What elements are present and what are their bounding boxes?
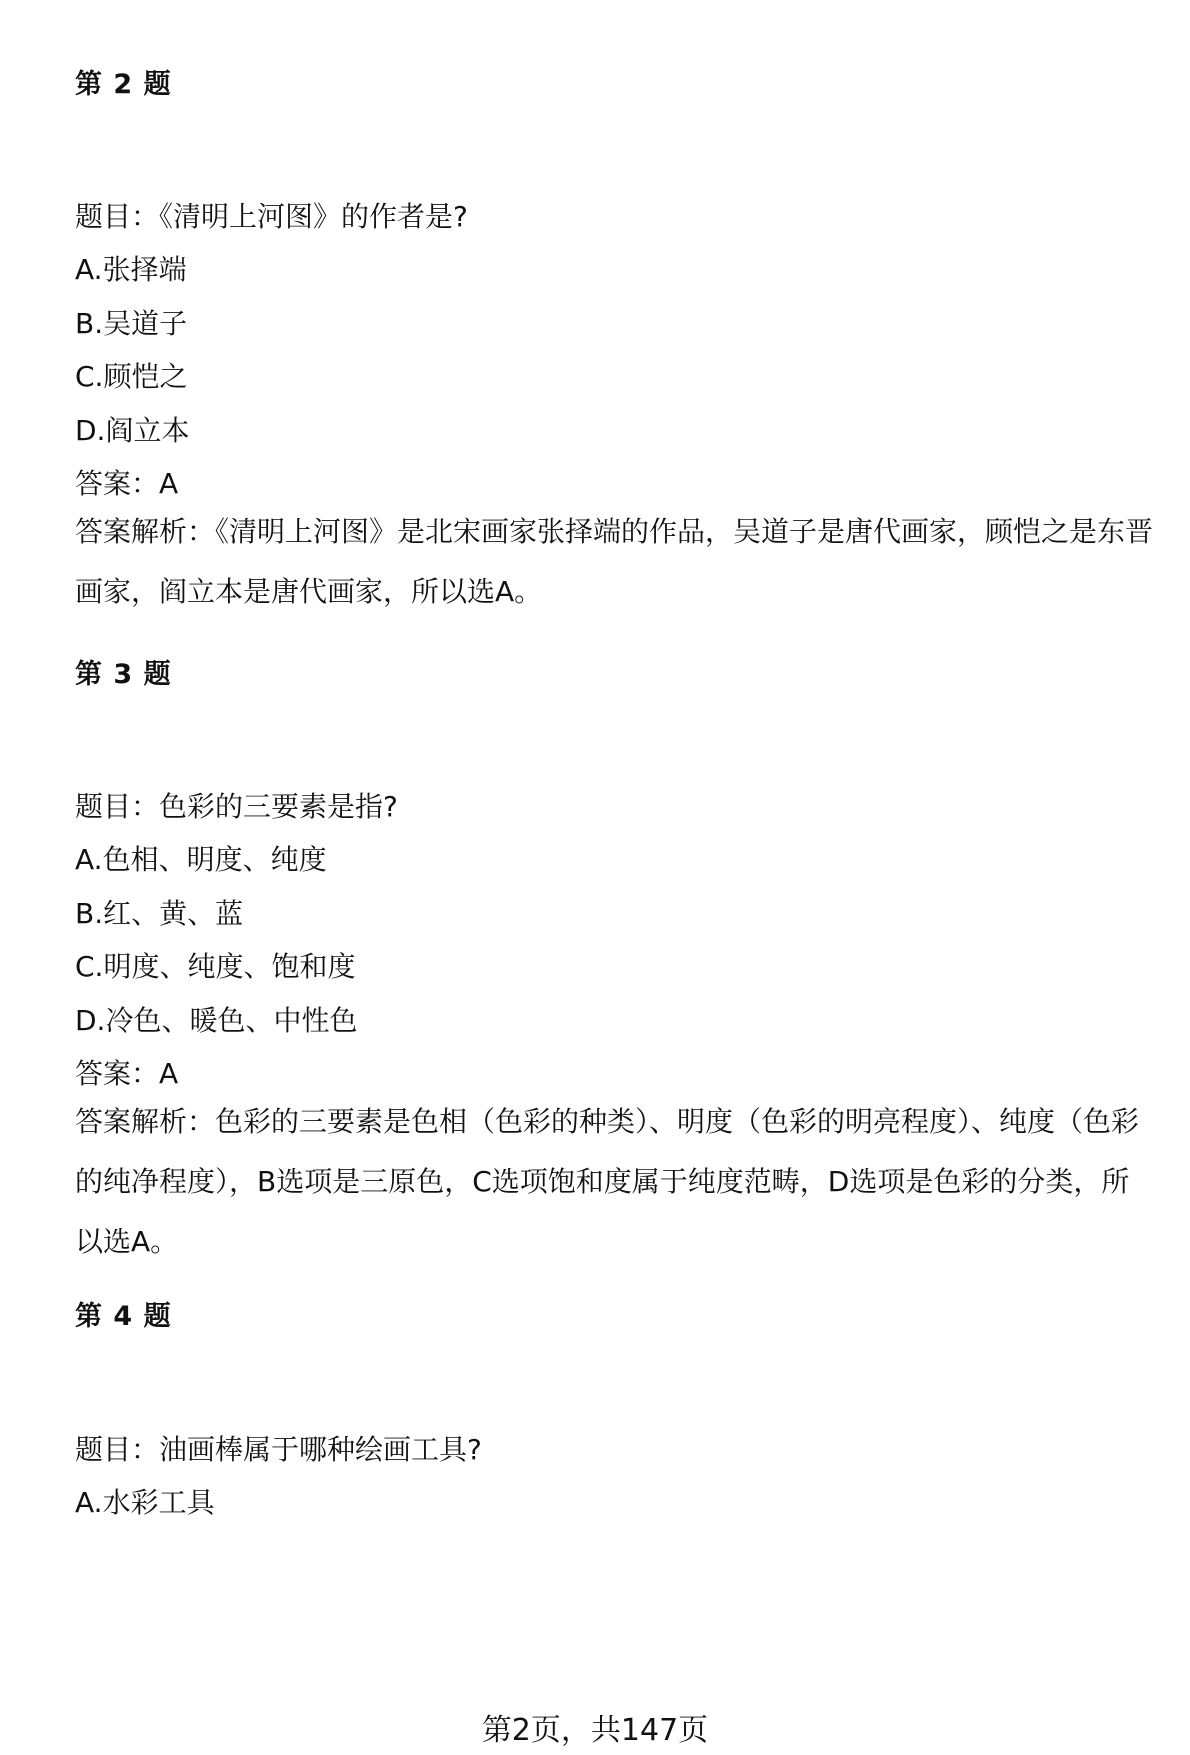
option-c: C.明度、纯度、饱和度 [75, 950, 356, 983]
option-a: A.色相、明度、纯度 [75, 843, 327, 876]
question-header: 第 4 题 [75, 1301, 172, 1332]
answer: 答案：A [75, 1057, 179, 1090]
option-a: A.张择端 [75, 253, 187, 286]
question-header: 第 3 题 [75, 659, 172, 690]
question-header: 第 2 题 [75, 69, 172, 100]
option-d: D.冷色、暖色、中性色 [75, 1004, 358, 1037]
option-d: D.阎立本 [75, 414, 190, 447]
question-stem: 题目：《清明上河图》的作者是? [75, 200, 468, 233]
answer: 答案：A [75, 467, 179, 500]
question-stem: 题目：油画棒属于哪种绘画工具? [75, 1433, 482, 1466]
answer-explanation: 答案解析：《清明上河图》是北宋画家张择端的作品，吴道子是唐代画家，顾恺之是东晋画家，阎立本是唐代画家，所以选A。 [75, 515, 1154, 608]
question-stem: 题目：色彩的三要素是指? [75, 790, 398, 823]
option-b: B.红、黄、蓝 [75, 897, 244, 930]
option-b: B.吴道子 [75, 307, 188, 340]
answer-explanation: 答案解析：色彩的三要素是色相（色彩的种类）、明度（色彩的明亮程度）、纯度（色彩的纯净程度），B选项是三原色，C选项饱和度属于纯度范畴，D选项是色彩的分类，所以选A。 [75, 1105, 1140, 1258]
option-c: C.顾恺之 [75, 360, 188, 393]
option-a: A.水彩工具 [75, 1486, 215, 1519]
page-number-footer: 第2页，共147页 [481, 1713, 709, 1748]
